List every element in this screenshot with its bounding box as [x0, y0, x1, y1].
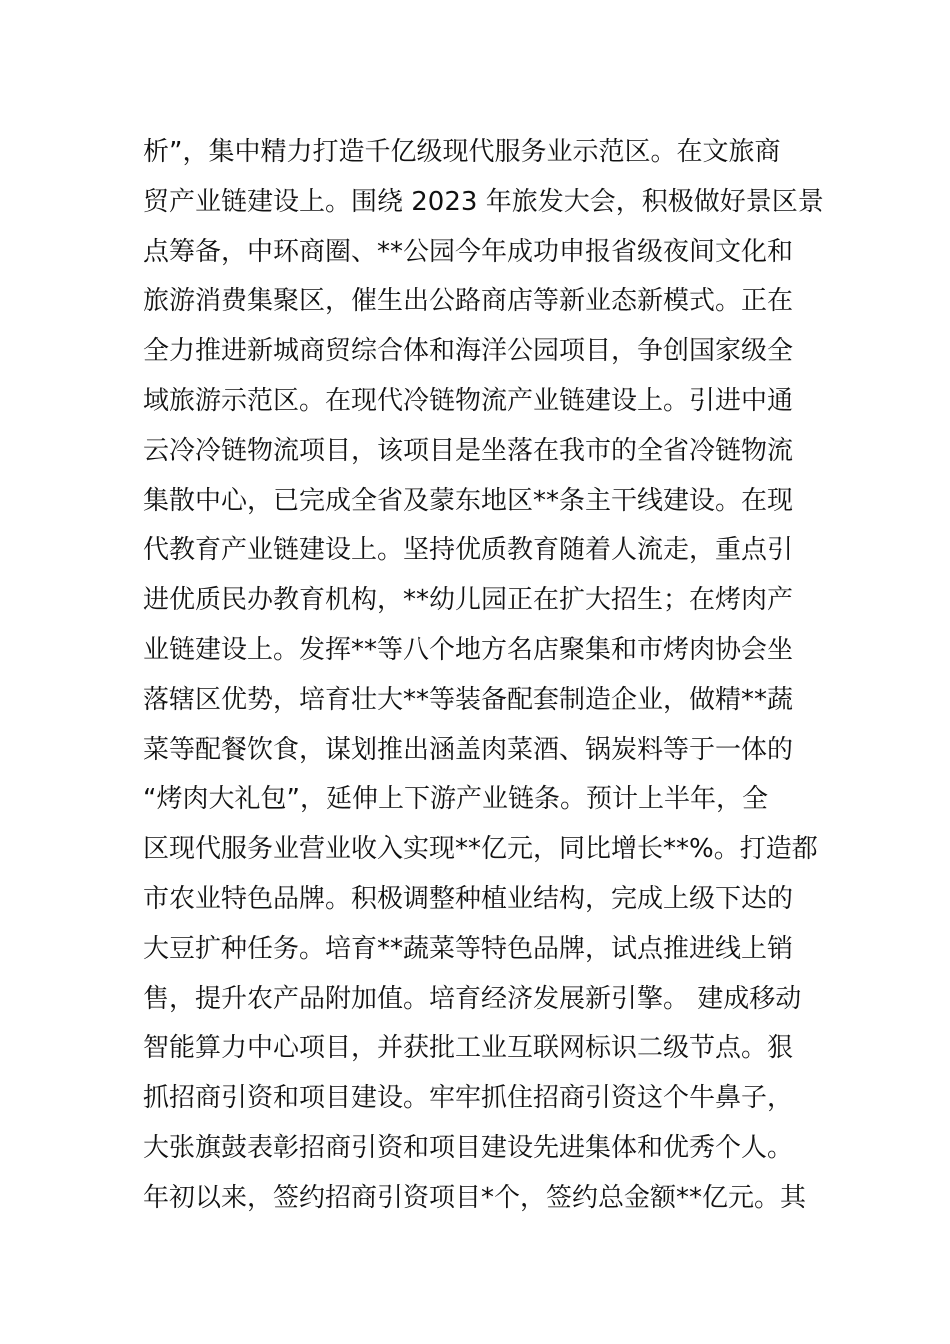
text-line-1: 析”，集中精力打造千亿级现代服务业示范区。在文旅商 [143, 137, 781, 167]
text-line-13: 菜等配餐饮食，谋划推出涵盖肉菜酒、锅炭料等于一体的 [143, 734, 794, 765]
text-line-9: 代教育产业链建设上。坚持优质教育随着人流走，重点引 [143, 535, 794, 566]
text-line-2: 贸产业链建设上。围绕 2023 年旅发大会，积极做好景区景 [143, 186, 824, 217]
text-line-19: 智能算力中心项目，并获批工业互联网标识二级节点。狠 [143, 1033, 794, 1064]
text-line-6: 域旅游示范区。在现代冷链物流产业链建设上。引进中通 [143, 385, 794, 416]
text-line-21: 大张旗鼓表彰招商引资和项目建设先进集体和优秀个人。 [143, 1132, 794, 1163]
text-line-12: 落辖区优势，培育壮大**等装备配套制造企业，做精**蔬 [143, 684, 794, 715]
body-paragraph [143, 128, 824, 1224]
text-line-10: 进优质民办教育机构，**幼儿园正在扩大招生；在烤肉产 [143, 585, 794, 616]
text-line-16: 市农业特色品牌。积极调整种植业结构，完成上级下达的 [143, 883, 794, 914]
text-line-17: 大豆扩种任务。培育**蔬菜等特色品牌，试点推进线上销 [143, 933, 794, 964]
text-line-20: 抓招商引资和项目建设。牢牢抓住招商引资这个牛鼻子， [143, 1083, 794, 1114]
text-line-11: 业链建设上。发挥**等八个地方名店聚集和市烤肉协会坐 [143, 634, 794, 665]
text-line-4: 旅游消费集聚区，催生出公路商店等新业态新模式。正在 [143, 286, 794, 317]
text-line-8: 集散中心，已完成全省及蒙东地区**条主干线建设。在现 [143, 485, 794, 516]
text-line-3: 点筹备，中环商圈、**公园今年成功申报省级夜间文化和 [143, 236, 794, 267]
text-line-7: 云冷冷链物流项目，该项目是坐落在我市的全省冷链物流 [143, 435, 794, 466]
text-line-22: 年初以来，签约招商引资项目*个，签约总金额**亿元。其 [143, 1182, 807, 1213]
text-line-18: 售，提升农产品附加值。培育经济发展新引擎。 建成移动 [143, 983, 802, 1014]
text-line-14: “烤肉大礼包”，延伸上下游产业链条。预计上半年，全 [143, 784, 768, 815]
text-line-5: 全力推进新城商贸综合体和海洋公园项目，争创国家级全 [143, 336, 794, 367]
text-line-15: 区现代服务业营业收入实现**亿元，同比增长**%。打造都 [143, 834, 818, 865]
